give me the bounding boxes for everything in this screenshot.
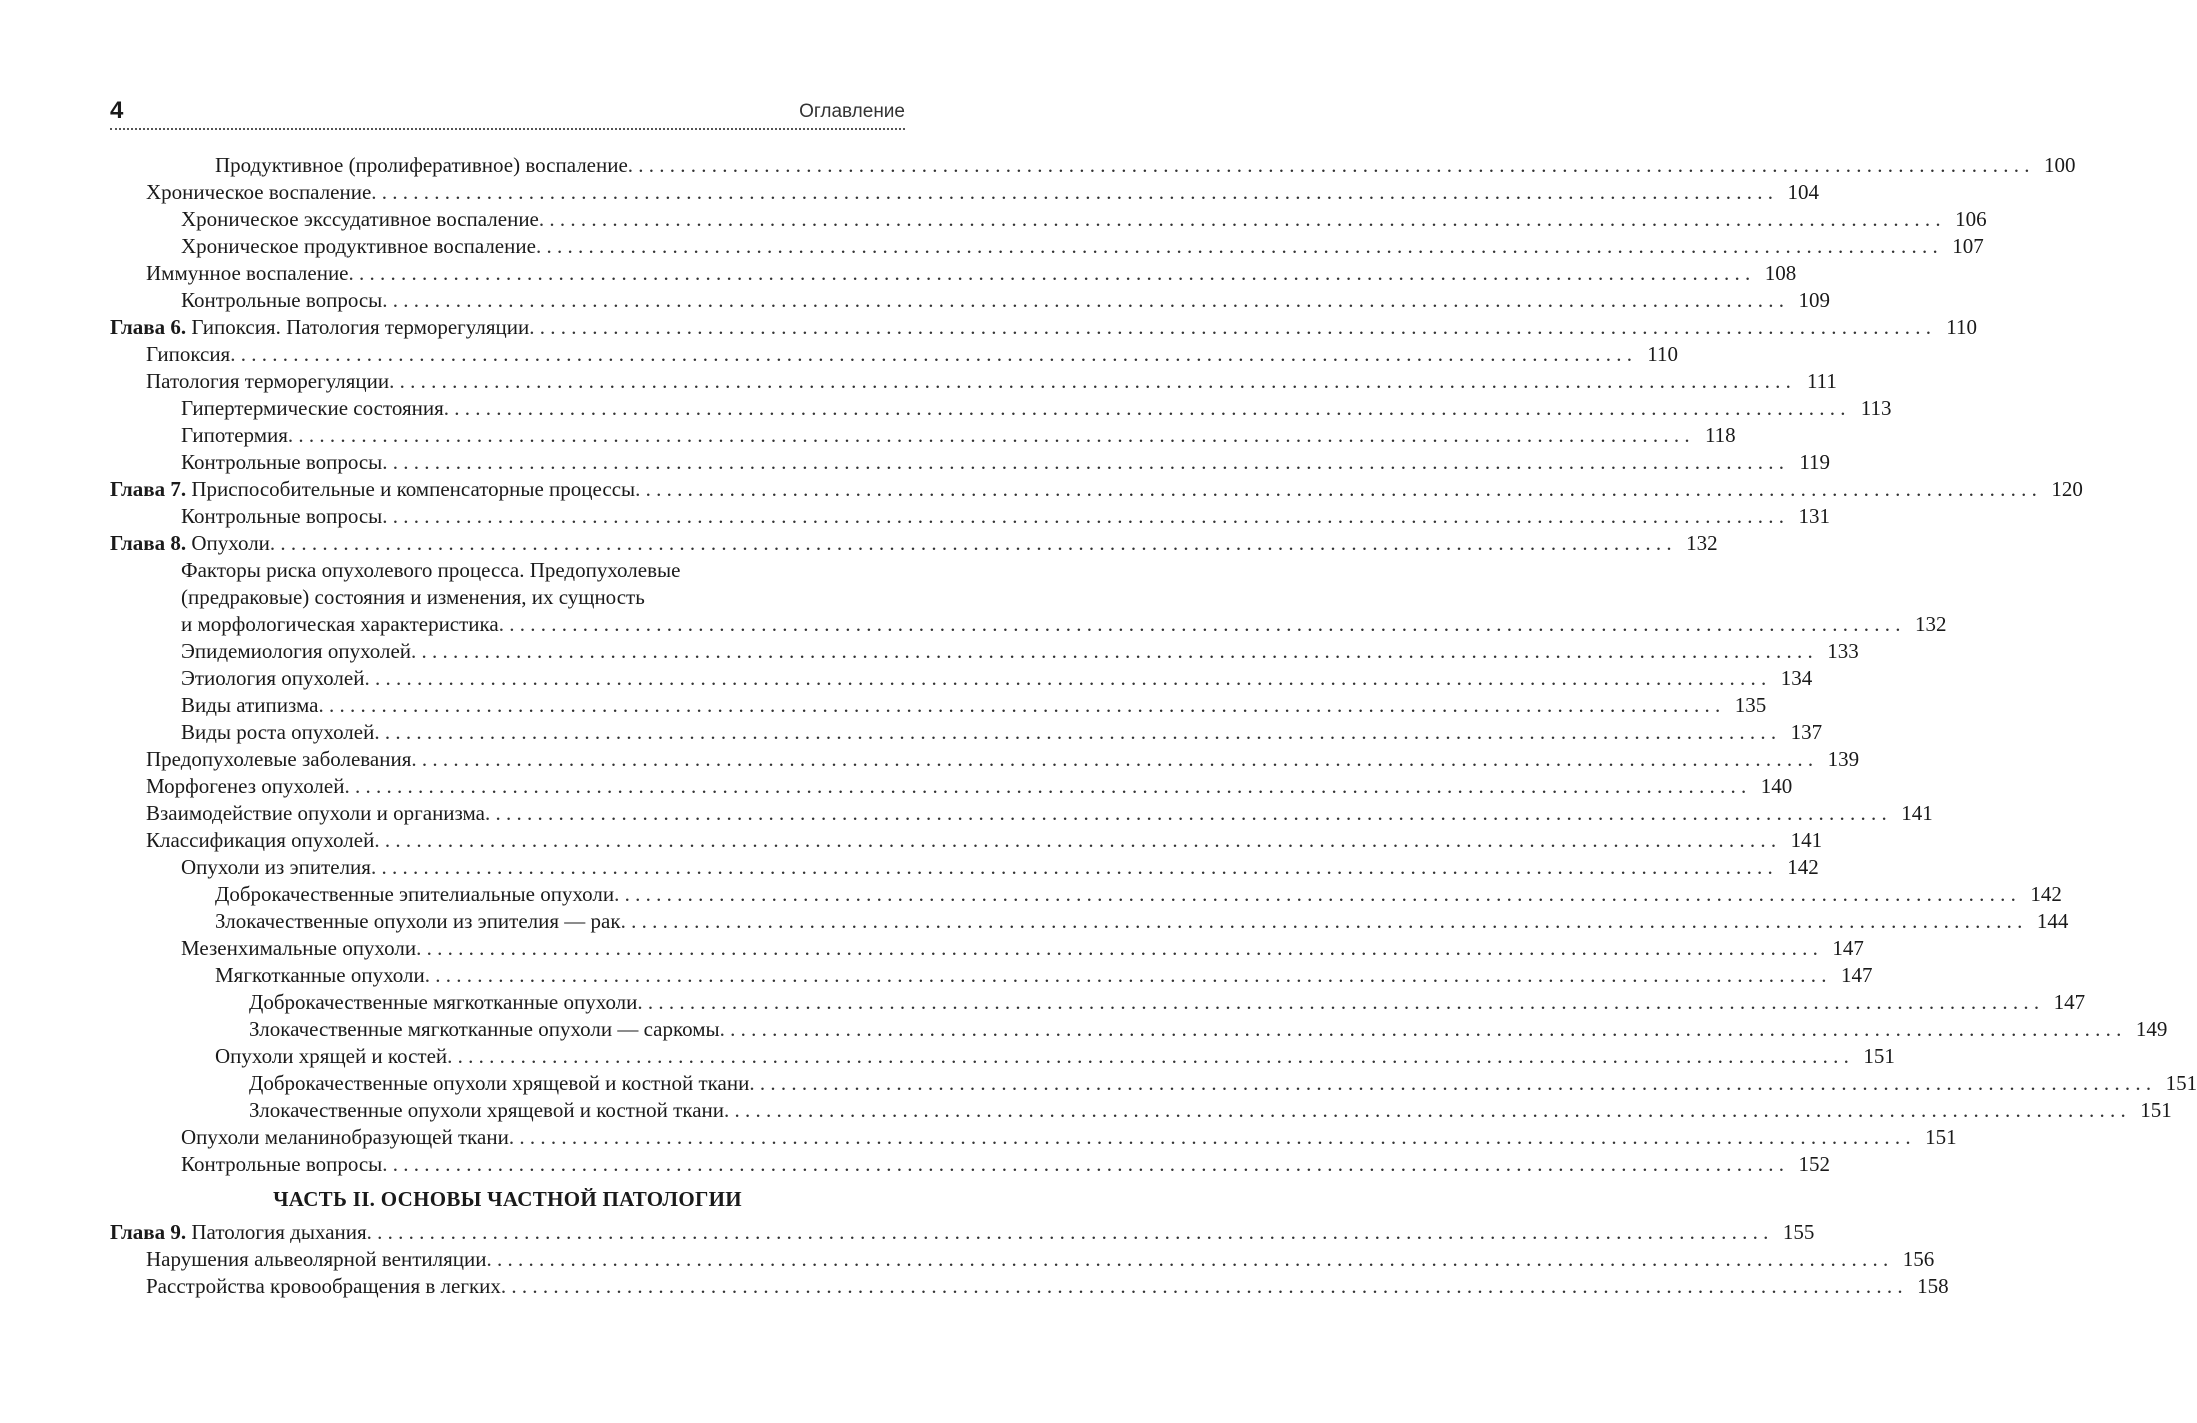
toc-entry[interactable] (181, 611, 1947, 638)
dot-leader (536, 233, 1938, 260)
toc-entry-title: Злокачественные опухоли хрящевой и костной ткани (249, 1098, 725, 1122)
dot-leader (371, 179, 1773, 206)
toc-entry-title: Классификация опухолей (146, 828, 375, 852)
toc-entry-page: 120 (2051, 477, 2083, 501)
toc-entry[interactable] (249, 989, 2086, 1016)
dot-leader (374, 719, 1776, 746)
toc-entry[interactable] (146, 1246, 1935, 1273)
toc-entry-page: 110 (1946, 315, 1977, 339)
toc-entry[interactable] (249, 1016, 2168, 1043)
toc-entry-title: Продуктивное (пролиферативное) воспаление (215, 153, 628, 177)
running-title: Оглавление (799, 101, 905, 122)
toc-entry-title: Контрольные вопросы (181, 1152, 383, 1176)
dot-leader (628, 152, 2030, 179)
toc-entry[interactable] (146, 368, 1837, 395)
toc-entry-title: Гипертермические состояния (181, 396, 444, 420)
toc-entry-title: Опухоли хрящей и костей (215, 1044, 448, 1068)
toc-entry[interactable] (181, 854, 1819, 881)
toc-entry-title: и морфологическая характеристика (181, 612, 499, 636)
toc-entry-title: Гипоксия (146, 342, 231, 366)
toc-entry[interactable] (146, 1273, 1949, 1300)
toc-entry-title: Хроническое воспаление (146, 180, 372, 204)
dot-leader (364, 665, 1766, 692)
toc-entry-page: 151 (2140, 1098, 2172, 1122)
toc-entry-title: Мезенхимальные опухоли (181, 936, 417, 960)
toc-entry[interactable] (146, 827, 1823, 854)
toc-entry-title: Контрольные вопросы (181, 288, 383, 312)
toc-entry-title: Доброкачественные мягкотканные опухоли (249, 990, 638, 1014)
toc-entry-page: 151 (1863, 1044, 1895, 1068)
header-dotted-rule (110, 128, 905, 130)
dot-leader (349, 260, 1751, 287)
toc-chapter-entry[interactable] (110, 314, 1977, 341)
dot-leader (720, 1016, 2122, 1043)
dot-leader (529, 314, 1931, 341)
dot-leader (367, 1219, 1769, 1246)
toc-entry-page: 141 (1790, 828, 1823, 852)
toc-entry-page: 104 (1787, 180, 1820, 204)
toc-chapter-entry[interactable] (110, 530, 1718, 557)
toc-entry-page: 149 (2135, 1017, 2168, 1041)
dot-leader (539, 206, 1941, 233)
toc-entry[interactable] (181, 422, 1736, 449)
toc-entry-page: 156 (1902, 1247, 1935, 1271)
toc-entry-title: Злокачественные опухоли из эпителия — рак (215, 909, 621, 933)
page-header (110, 96, 905, 130)
dot-leader (724, 1097, 2126, 1124)
toc-entry-title (110, 530, 270, 557)
toc-entry-title (110, 476, 635, 503)
toc-entry[interactable] (181, 638, 1859, 665)
toc-entry-page: 155 (1782, 1220, 1815, 1244)
dot-leader (389, 368, 1791, 395)
chapter-title: Патология дыхания (186, 1220, 367, 1244)
chapter-title: Приспособительные и компенсаторные процессы (186, 477, 636, 501)
dot-leader (230, 341, 1632, 368)
toc-entry-page: 106 (1955, 207, 1987, 231)
toc-entry[interactable] (215, 1043, 1895, 1070)
dot-leader (411, 638, 1813, 665)
toc-entry-page: 132 (1686, 531, 1718, 555)
toc-entry[interactable] (146, 746, 1860, 773)
toc-entry-title: Контрольные вопросы (181, 450, 383, 474)
dot-leader (447, 1043, 1849, 1070)
dot-leader (382, 449, 1784, 476)
toc-chapter-entry[interactable] (110, 476, 2083, 503)
chapter-title: Гипоксия. Патология терморегуляции (186, 315, 530, 339)
toc-entry-page: 141 (1901, 801, 1933, 825)
toc-entry-page: 118 (1704, 423, 1736, 447)
toc-entry[interactable] (146, 800, 1933, 827)
toc-entry-title: Опухоли из эпителия (181, 855, 371, 879)
toc-entry[interactable] (146, 341, 1678, 368)
toc-entry-page: 134 (1780, 666, 1813, 690)
toc-entry-title: Взаимодействие опухоли и организма (146, 801, 486, 825)
toc-entry-title: Мягкотканные опухоли (215, 963, 425, 987)
toc-entry-title: Хроническое экссудативное воспаление (181, 207, 539, 231)
toc-entry-page: 100 (2044, 153, 2076, 177)
dot-leader (371, 854, 1773, 881)
toc-entry-title: Иммунное воспаление (146, 261, 349, 285)
toc-entry-title: Предопухолевые заболевания (146, 747, 412, 771)
toc-entry[interactable] (181, 449, 1831, 476)
dot-leader (411, 746, 1813, 773)
toc-entry-page: 140 (1760, 774, 1793, 798)
toc-entry[interactable] (215, 881, 2062, 908)
chapter-label: Глава 7. (110, 477, 187, 501)
toc-entry[interactable] (181, 503, 1831, 530)
toc-entry-title (110, 1219, 367, 1246)
toc-entry[interactable] (215, 962, 1873, 989)
dot-leader (485, 800, 1887, 827)
toc-entry-title: Виды роста опухолей (181, 720, 375, 744)
toc-entry-page: 151 (1925, 1125, 1957, 1149)
toc-entry-page: 131 (1798, 504, 1831, 528)
dot-leader (499, 611, 1901, 638)
toc-entry-page: 135 (1734, 693, 1767, 717)
toc-entry[interactable] (181, 719, 1823, 746)
toc-entry[interactable] (181, 233, 1984, 260)
toc-entry-page: 142 (2030, 882, 2062, 906)
dot-leader (637, 989, 2039, 1016)
toc-entry-title: Нарушения альвеолярной вентиляции (146, 1247, 487, 1271)
toc-entry[interactable] (249, 1097, 2172, 1124)
toc-entry[interactable] (146, 179, 1820, 206)
toc-entry-page: 137 (1790, 720, 1823, 744)
dot-leader (749, 1070, 2151, 1097)
dot-leader (382, 503, 1784, 530)
chapter-label: Глава 6. (110, 315, 187, 339)
toc-entry[interactable] (146, 773, 1793, 800)
toc-entry-title: Патология терморегуляции (146, 369, 390, 393)
toc-entry[interactable] (181, 1124, 1957, 1151)
toc-entry-line: (предраковые) состояния и изменения, их сущность (181, 585, 645, 609)
toc-entry[interactable] (215, 152, 2076, 179)
dot-leader (501, 1273, 1903, 1300)
toc-entry[interactable] (249, 1070, 2197, 1097)
toc-entry-title: Опухоли меланинобразующей ткани (181, 1125, 509, 1149)
toc-entry-page: 158 (1917, 1274, 1949, 1298)
toc-entry[interactable] (181, 287, 1831, 314)
toc-entry-page: 119 (1799, 450, 1831, 474)
dot-leader (382, 1151, 1784, 1178)
dot-leader (509, 1124, 1911, 1151)
toc-entry[interactable] (181, 395, 1892, 422)
toc-entry-page: 147 (1832, 936, 1864, 960)
dot-leader (621, 908, 2023, 935)
toc-entry-page: 108 (1764, 261, 1797, 285)
toc-entry-page: 110 (1647, 342, 1678, 366)
toc-entry-title: Виды атипизма (181, 693, 319, 717)
toc-entry-page: 132 (1915, 612, 1947, 636)
toc-entry-page: 147 (1840, 963, 1873, 987)
toc-entry[interactable] (181, 206, 1987, 233)
dot-leader (382, 287, 1784, 314)
toc-entry[interactable] (181, 665, 1813, 692)
toc-entry[interactable] (215, 908, 2069, 935)
page-number: 4 (110, 97, 124, 124)
toc-entry-page: 147 (2053, 990, 2086, 1014)
toc-entry-page: 139 (1827, 747, 1860, 771)
toc-entry-title: Этиология опухолей (181, 666, 365, 690)
toc-entry[interactable] (181, 692, 1767, 719)
toc-entry-title: Эпидемиология опухолей (181, 639, 412, 663)
toc-entry-title (110, 314, 529, 341)
dot-leader (374, 827, 1776, 854)
dot-leader (344, 773, 1746, 800)
part-heading: ЧАСТЬ II. ОСНОВЫ ЧАСТНОЙ ПАТОЛОГИИ (273, 1187, 742, 1211)
toc-chapter-entry[interactable] (110, 1219, 1815, 1246)
toc-entry[interactable] (181, 1151, 1831, 1178)
toc-entry-title: Морфогенез опухолей (146, 774, 345, 798)
toc-entry-title: Расстройства кровообращения в легких (146, 1274, 501, 1298)
dot-leader (444, 395, 1846, 422)
toc-entry-page: 113 (1860, 396, 1892, 420)
toc-entry-title: Доброкачественные эпителиальные опухоли (215, 882, 615, 906)
toc-entry[interactable] (181, 935, 1864, 962)
chapter-label: Глава 8. (110, 531, 187, 555)
dot-leader (635, 476, 2037, 503)
toc-entry-page: 152 (1798, 1152, 1831, 1176)
toc-entry[interactable] (146, 260, 1797, 287)
toc-entry-page: 133 (1827, 639, 1859, 663)
chapter-label: Глава 9. (110, 1220, 187, 1244)
dot-leader (425, 962, 1827, 989)
dot-leader (416, 935, 1818, 962)
dot-leader (288, 422, 1690, 449)
toc-entry-page: 142 (1787, 855, 1819, 879)
toc-entry-page: 151 (2165, 1071, 2197, 1095)
toc-entry-page: 109 (1798, 288, 1831, 312)
toc-entry-title: Контрольные вопросы (181, 504, 383, 528)
toc-entry-line: Факторы риска опухолевого процесса. Предопухолевые (181, 558, 681, 582)
toc-entry-title: Злокачественные мягкотканные опухоли — саркомы (249, 1017, 720, 1041)
toc-entry-page: 107 (1952, 234, 1984, 258)
toc-entry-title: Гипотермия (181, 423, 288, 447)
toc-entry-title: Хроническое продуктивное воспаление (181, 234, 536, 258)
toc-entry-page: 144 (2036, 909, 2069, 933)
chapter-title: Опухоли (186, 531, 270, 555)
dot-leader (486, 1246, 1888, 1273)
toc-entry-page: 111 (1806, 369, 1837, 393)
dot-leader (318, 692, 1720, 719)
dot-leader (614, 881, 2016, 908)
toc-entry-title: Доброкачественные опухоли хрящевой и костной ткани (249, 1071, 750, 1095)
dot-leader (270, 530, 1672, 557)
